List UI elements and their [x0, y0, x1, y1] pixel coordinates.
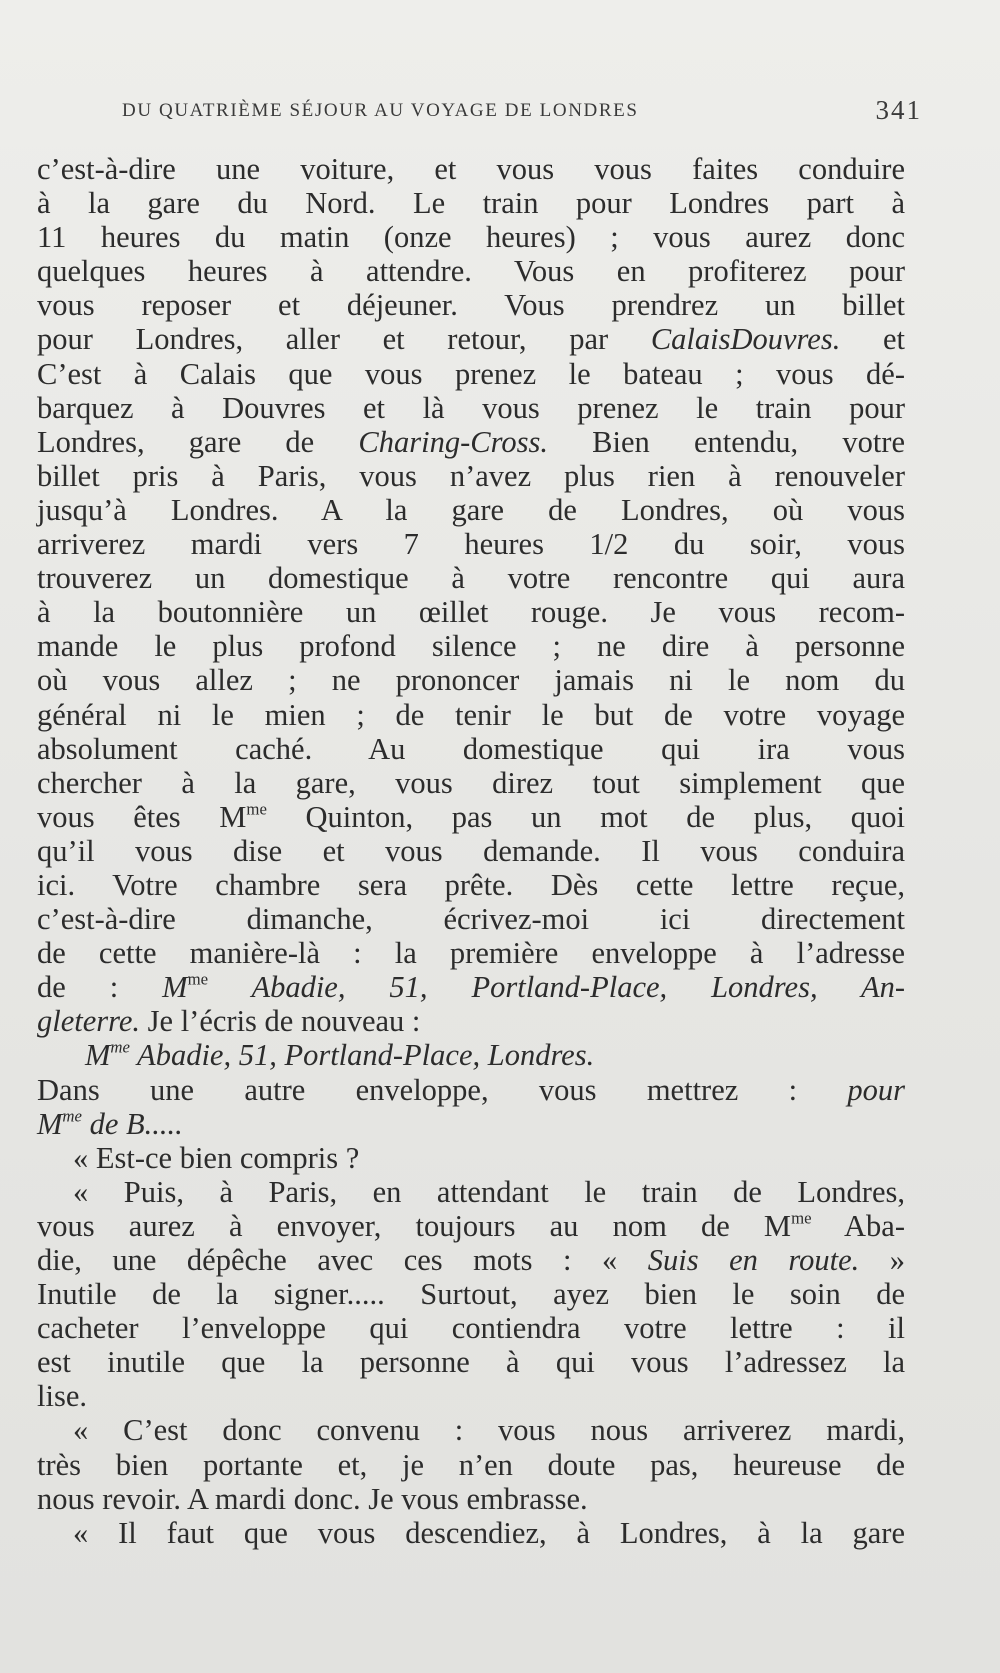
text-line: [37, 1175, 905, 1209]
text-run: Dans une autre enveloppe, vous mettrez :: [37, 1072, 848, 1107]
text-run: c’est-à-dire dimanche, écrivez-moi ici directement: [37, 902, 905, 937]
text-run: Douvres.: [730, 322, 841, 357]
text-run: Abadie, 51, Portland-Place, Londres, An-: [208, 970, 906, 1005]
text-run: qu’il vous dise et vous demande. Il vous conduira: [37, 833, 905, 868]
text-line: [37, 970, 905, 1004]
text-run: Aba-: [811, 1208, 906, 1243]
text-run: C’est à Calais que vous prenez le bateau ; vous dé-: [37, 356, 905, 391]
text-run: à la gare du Nord. Le train pour Londres part à: [37, 186, 905, 221]
text-run: « C’est donc convenu : vous nous arriverez mardi,: [73, 1413, 905, 1448]
text-run: « Il faut que vous descendiez, à Londres, à la gare: [73, 1515, 905, 1550]
text-run: Calais: [650, 322, 731, 357]
text-run: Suis en route.: [647, 1243, 860, 1277]
text-line: [37, 1277, 905, 1311]
text-run: pour Londres, aller et retour, par: [37, 322, 651, 357]
text-run: vous êtes M: [37, 799, 247, 834]
text-line: [37, 1516, 905, 1550]
text-run: pour: [847, 1072, 905, 1107]
text-line: [37, 561, 905, 595]
text-run: Charing-Cross.: [358, 424, 548, 459]
text-run: Inutile de la signer..... Surtout, ayez bien le soin de: [37, 1277, 905, 1312]
text-run: me: [62, 1106, 82, 1126]
text-run: de B.....: [81, 1106, 183, 1141]
text-run: billet pris à Paris, vous n’avez plus rien à renouveler: [37, 458, 905, 493]
text-run: de cette manière-là : la première enveloppe à l’adresse: [37, 936, 905, 971]
text-run: « Est-ce bien compris ?: [73, 1140, 360, 1175]
text-run: trouverez un domestique à votre rencontre qui aura: [37, 561, 905, 596]
text-line: [37, 425, 905, 459]
text-line: [37, 459, 905, 493]
text-run: 11 heures du matin (onze heures) ; vous aurez donc: [37, 220, 905, 255]
text-line: [37, 663, 905, 697]
text-line: [37, 766, 905, 800]
running-head: [122, 95, 922, 129]
text-run: général ni le mien ; de tenir le but de votre voyage: [37, 697, 905, 732]
text-line: [37, 868, 905, 902]
text-run: à la boutonnière un œillet rouge. Je vous recom-: [37, 595, 905, 630]
text-line: [37, 152, 905, 186]
text-run: gleterre.: [37, 1004, 141, 1039]
text-run: M: [85, 1038, 111, 1073]
text-run: M: [37, 1106, 63, 1141]
text-line: [37, 391, 905, 425]
text-run: me: [791, 1208, 812, 1228]
text-line: [37, 1141, 905, 1175]
text-run: Bien entendu, votre: [547, 424, 905, 459]
text-line: [37, 186, 905, 220]
text-line: [37, 1107, 905, 1141]
text-line: [37, 834, 905, 868]
text-line: [37, 1345, 905, 1379]
text-run: de :: [37, 970, 163, 1005]
text-line: [37, 357, 905, 391]
text-run: « Puis, à Paris, en attendant le train de Londres,: [73, 1174, 905, 1209]
text-run: Quinton, pas un mot de plus, quoi: [266, 799, 905, 834]
text-run: vous reposer et déjeuner. Vous prendrez un billet: [37, 288, 905, 323]
text-run: me: [246, 799, 267, 819]
text-run: arriverez mardi vers 7 heures 1/2 du soir, vous: [37, 527, 905, 562]
text-line: [37, 1448, 905, 1482]
text-line: [37, 527, 905, 561]
body-text: [37, 152, 905, 1550]
text-line: [37, 254, 905, 288]
text-run: Londres, gare de: [37, 424, 359, 459]
text-line: [37, 902, 905, 936]
text-line: [37, 1243, 905, 1277]
running-title: DU QUATRIÈME SÉJOUR AU VOYAGE DE LONDRES: [122, 100, 639, 121]
text-run: absolument caché. Au domestique qui ira vous: [37, 731, 905, 766]
text-run: cacheter l’enveloppe qui contiendra votre lettre : il: [37, 1311, 905, 1346]
text-line: [37, 629, 905, 663]
text-run: die, une dépêche avec ces mots : «: [37, 1243, 648, 1277]
text-line: [37, 1311, 905, 1345]
text-run: nous revoir. A mardi donc. Je vous embrasse.: [37, 1481, 588, 1516]
text-line: [37, 493, 905, 527]
text-line: [37, 288, 905, 322]
text-line: [37, 800, 905, 834]
text-run: »: [859, 1243, 906, 1277]
text-run: jusqu’à Londres. A la gare de Londres, où vous: [37, 492, 905, 527]
text-line: [37, 1004, 905, 1038]
text-run: quelques heures à attendre. Vous en profiterez pour: [37, 254, 905, 289]
text-run: très bien portante et, je n’en doute pas, heureuse de: [37, 1447, 905, 1482]
page-number: 341: [875, 95, 922, 125]
text-line: [37, 1038, 905, 1072]
text-line: [37, 1482, 905, 1516]
text-line: [37, 1413, 905, 1447]
text-run: c’est-à-dire une voiture, et vous vous faites conduire: [37, 152, 905, 186]
text-line: [37, 698, 905, 732]
text-run: Abadie, 51, Portland-Place, Londres.: [129, 1038, 595, 1073]
text-run: me: [187, 969, 209, 989]
text-run: où vous allez ; ne prononcer jamais ni le nom du: [37, 663, 905, 698]
text-run: M: [162, 970, 188, 1005]
text-line: [37, 1209, 905, 1243]
text-run: et: [840, 322, 906, 357]
text-run: lise.: [37, 1379, 87, 1414]
text-run: Je l’écris de nouveau :: [140, 1004, 421, 1039]
text-line: [37, 220, 905, 254]
text-run: mande le plus profond silence ; ne dire à personne: [37, 629, 905, 664]
text-line: [37, 936, 905, 970]
text-run: est inutile que la personne à qui vous l’adressez la: [37, 1345, 905, 1380]
text-run: chercher à la gare, vous direz tout simplement que: [37, 765, 905, 800]
text-line: [37, 1379, 905, 1413]
text-line: [37, 1073, 905, 1107]
text-line: [37, 322, 905, 356]
text-run: vous aurez à envoyer, toujours au nom de M: [37, 1208, 792, 1243]
text-run: barquez à Douvres et là vous prenez le train pour: [37, 390, 905, 425]
text-line: [37, 595, 905, 629]
text-run: me: [110, 1037, 130, 1057]
text-run: ici. Votre chambre sera prête. Dès cette lettre reçue,: [37, 867, 905, 902]
text-line: [37, 732, 905, 766]
